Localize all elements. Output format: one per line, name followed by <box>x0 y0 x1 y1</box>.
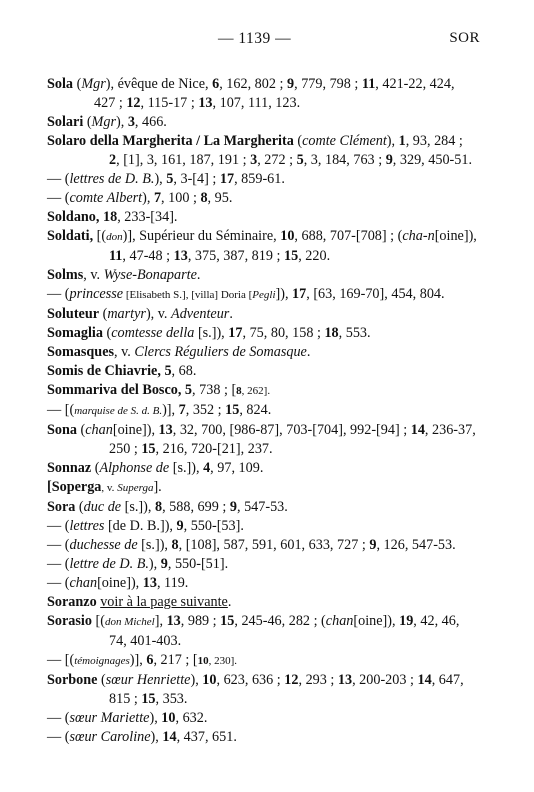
see-next-page-link[interactable]: voir à la page suivante <box>100 594 228 610</box>
entry-soranzo: Soranzo voir à la page suivante. <box>47 594 232 610</box>
entry-sora: Sora (duc de [s.]), 8, 588, 699 ; 9, 547-53. <box>47 499 288 515</box>
entry-sora-lettre: — (lettre de D. B.), 9, 550-[51]. <box>47 556 229 572</box>
index-entries <box>47 75 477 747</box>
entry-sorbone-mariette: — (sœur Mariette), 10, 632. <box>47 710 208 726</box>
entry-somasques: Somasques, v. Clercs Réguliers de Somasque. <box>47 344 311 360</box>
page-number: — 1139 — <box>218 30 292 47</box>
entry-sorasio: Sorasio [(don Michel], 13, 989 ; 15, 245-46, 282 ; (chan[oine]), 19, 42, 46, 74, 401-403. <box>47 613 460 649</box>
entry-soperga: [Soperga, v. Superga]. <box>47 479 162 495</box>
entry-sorbone-caroline: — (sœur Caroline), 14, 437, 651. <box>47 729 237 745</box>
entry-solari: Solari (Mgr), 3, 466. <box>47 114 167 130</box>
entry-sorasio-temoignages: — [(témoignages)], 6, 217 ; [10, 230]. <box>47 652 237 668</box>
entry-solaro-lettres: — (lettres de D. B.), 5, 3-[4] ; 17, 859-61. <box>47 171 285 187</box>
entry-solaro: Solaro della Margherita / La Margherita (comte Clément), 1, 93, 284 ; 2, [1], 3, 161, 187, 191 ; 3, 272 ; 5, 3, 184, 763 ; 9, 329, 450-51. <box>47 133 472 168</box>
page-header <box>0 30 534 50</box>
entry-sorbone: Sorbone (sœur Henriette), 10, 623, 636 ; 12, 293 ; 13, 200-203 ; 14, 647, 815 ; 15, 353. <box>47 672 464 707</box>
entry-soldano: Soldano, 18, 233-[34]. <box>47 209 178 225</box>
entry-sonnaz: Sonnaz (Alphonse de [s.]), 4, 97, 109. <box>47 460 264 476</box>
entry-sona: Sona (chan[oine]), 13, 32, 700, [986-87], 703-[704], 992-[94] ; 14, 236-37, 250 ; 15, 216, 720-[21], 237. <box>47 422 476 457</box>
entry-sora-duchesse: — (duchesse de [s.]), 8, [108], 587, 591, 601, 633, 727 ; 9, 126, 547-53. <box>47 537 456 553</box>
entry-sommariva: Sommariva del Bosco, 5, 738 ; [8, 262]. <box>47 382 271 398</box>
entry-somaglia: Somaglia (comtesse della [s.]), 17, 75, 80, 158 ; 18, 553. <box>47 325 371 341</box>
section-label: SOR <box>449 30 480 46</box>
entry-somis: Somis de Chiavrie, 5, 68. <box>47 363 197 379</box>
entry-sora-chan: — (chan[oine]), 13, 119. <box>47 575 189 591</box>
entry-sola: Sola (Mgr), évêque de Nice, 6, 162, 802 ; 9, 779, 798 ; 11, 421-22, 424, 427 ; 12, 115-17 ; 13, 107, 111, 123. <box>47 76 455 111</box>
entry-soluteur: Soluteur (martyr), v. Adventeur. <box>47 306 233 322</box>
entry-solms-princesse: — (princesse [Elisabeth S.], [villa] Doria [Pegli]), 17, [63, 169-70], 454, 804. <box>47 286 445 302</box>
entry-sommariva-marquise: — [(marquise de S. d. B.)], 7, 352 ; 15, 824. <box>47 402 272 418</box>
entry-sora-lettres: — (lettres [de D. B.]), 9, 550-[53]. <box>47 518 244 534</box>
entry-solms: Solms, v. Wyse-Bonaparte. <box>47 267 201 283</box>
entry-solaro-albert: — (comte Albert), 7, 100 ; 8, 95. <box>47 190 233 206</box>
entry-soldati: Soldati, [(don)], Supérieur du Séminaire, 10, 688, 707-[708] ; (cha-n[oine]), 11, 47-48 ; 13, 375, 387, 819 ; 15, 220. <box>47 228 477 264</box>
